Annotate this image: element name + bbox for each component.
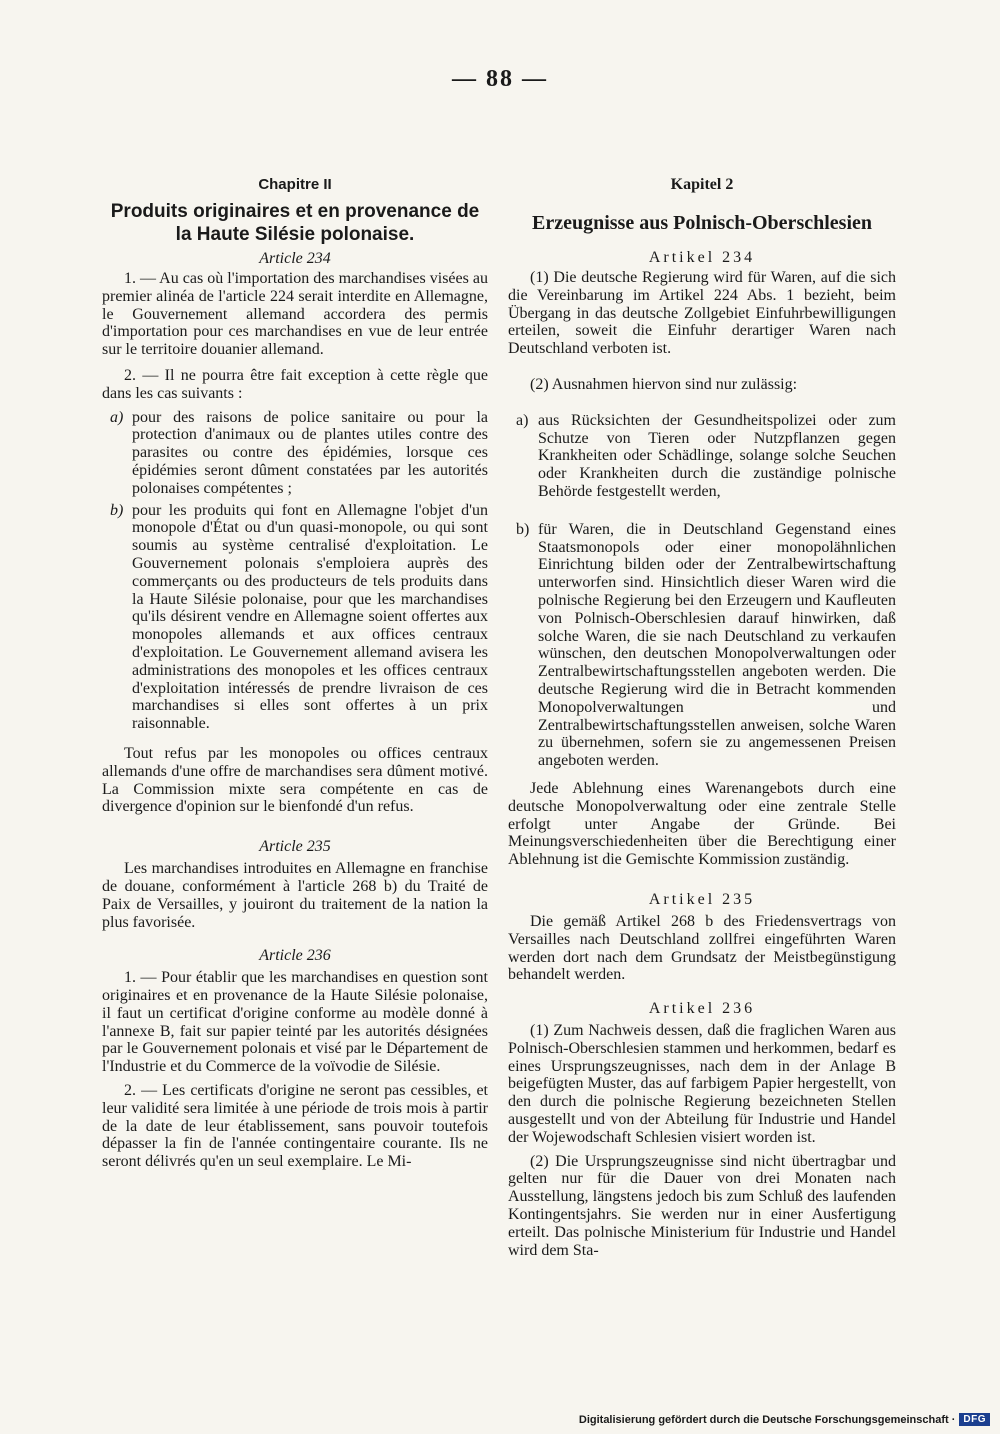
de-item-a-label: a) [516,411,529,429]
fr-chapter-label: Chapitre II [258,176,332,193]
de-article-234-para-2: (2) Ausnahmen hiervon sind nur zulässig: [530,375,798,393]
de-item-a-text: aus Rücksichten der Gesundheitspolizei oder zum Schutze von Tieren oder Nutzpflanzen gegen Krankheiten oder Schädlinge, solange solche Seuchen oder Krankheiten durch die zuständige polnische Behörde festgestellt werden, [538,411,896,500]
fr-article-235-heading: Article 235 [259,838,331,856]
fr-item-b-label: b) [110,501,124,519]
de-article-236-para-2: (2) Die Ursprungszeugnisse sind nicht übertragbar und gelten nur für die Dauer von drei Monaten nach Ausstellung, längstens jedoch bis zum Schluß des laufenden Kontingentsjahrs. Sie werden nur in einer Ausfertigung erteilt. Das polnische Ministerium für Industrie und Handel wird dem Sta- [508,1152,896,1259]
fr-article-235-para-1: Les marchandises introduites en Allemagne en franchise de douane, conformément à l'article 268 b) du Traité de Paix de Versailles, y jouiront du traitement de la nation la plus favorisée. [102,860,488,931]
fr-article-236-para-1: 1. — Pour établir que les marchandises en question sont originaires et en provenance de la Haute Silésie polonaise, il faut un certificat d'origine conforme au modèle donné à l'annexe B, fait sur papier teinté par les autorités désignées par le Gouvernement polonais et visé par le Département de l'Industrie et du Commerce de la voïvodie de Silésie. [102,969,488,1076]
fr-item-a-text: pour des raisons de police sanitaire ou pour la protection d'animaux ou de plantes utiles contre des parasites ou contre des épidémies, lorsque ces épidémies seront dûment constatées par les autorités polonaises compétentes ; [132,408,488,497]
fr-item-b-text: pour les produits qui font en Allemagne l'objet d'un monopole d'État ou d'un quasi-monopole, ou qui sont soumis au système centralisé d'exploitation. Le Gouvernement polonais s'emploiera auprès des commerçants ou des producteurs de tels produits dans la Haute Silésie polonaise, pour que les marchandises qu'ils désirent vendre en Allemagne soient offertes aux monopoles allemands et aux offices centraux d'exploitation. Le Gouvernement allemand avisera les administrations des monopoles et les offices centraux d'exploitation intéressés de prendre livraison de ces marchandises si elles sont offertes à un prix raisonnable. [132,501,488,733]
de-article-234-item-b [508,521,896,770]
de-article-234-heading: Artikel 234 [648,249,756,266]
de-article-235-para-1: Die gemäß Artikel 268 b des Friedensvertrags von Versailles nach Deutschland zollfrei eingeführten Waren werden dort nach dem Grundsatz der Meistbegünstigung behandelt werden. [508,912,896,984]
dfg-logo: DFG [959,1413,990,1426]
de-item-b-label: b) [516,520,530,538]
de-article-236-para-1: (1) Zum Nachweis dessen, daß die fraglichen Waren aus Polnisch-Oberschlesien stammen und herkommen, bedarf es eines Ursprungszeugnisses, nach dem in der Anlage B beigefügten Muster, das auf farbigem Papier hergestellt, von den durch die polnische Regierung bezeichneten Stellen ausgestellt und von der Abteilung für Industrie und Handel der Wojewodschaft Schlesien visiert worden ist. [508,1022,896,1146]
de-article-236-heading: Artikel 236 [648,1000,756,1018]
fr-article-234-item-b [102,502,488,733]
digitization-footer [579,1413,990,1426]
fr-article-234-item-a [102,409,488,498]
de-article-234-para-3: Jede Ablehnung eines Warenangebots durch eine deutsche Monopolverwaltung oder eine zentrale Stelle erfolgt unter Angabe der Gründe. Bei Meinungsverschiedenheiten über die Berechtigung einer Ablehnung ist die Gemischte Kommission zuständig. [508,779,896,869]
de-chapter-label: Kapitel 2 [670,176,734,193]
de-article-234-para-1: (1) Die deutsche Regierung wird für Waren, auf die sich die Vereinbarung im Artikel 224 Abs. 1 bezieht, beim Übergang in das deutsche Zollgebiet Einfuhrbewilligungen erteilen, soweit die Einfuhr derartiger Waren nach Deutschland verboten ist. [508,269,896,358]
footer-text: Digitalisierung gefördert durch die Deutsche Forschungsgemeinschaft · [578,1413,956,1426]
german-column [508,172,896,1259]
fr-article-234-heading: Article 234 [259,250,331,267]
de-item-b-text: für Waren, die in Deutschland Gegenstand eines Staatsmonopols oder einer monopolähnlichen Einrichtung bilden oder der Zentralbewirtschaftung unterworfen sind. Hinsichtlich dieser Waren wird die polnische Regierung bei den Erzeugern und Kaufleuten von Polnisch-Oberschlesien darauf hinwirken, daß solche Waren, die sie nach Deutschland zu verkaufen wünschen, den deutschen Monopolverwaltungen oder Zentralbewirtschaftungsstellen angeboten werden. Die deutsche Regierung wird die in Betracht kommenden Monopolverwaltungen und Zentralbewirtschaftungsstellen anweisen, solche Waren zu übernehmen, sofern sie zu angemessenen Preisen angeboten werden. [538,520,896,770]
fr-article-234-para-3: Tout refus par les monopoles ou offices centraux allemands d'une offre de marchandises sera dûment motivé. La Commission mixte sera compétente en cas de divergence d'opinion sur le bienfondé d'un refus. [102,744,488,816]
de-article-234-item-a [508,412,896,501]
fr-article-234-para-2: 2. — Il ne pourra être fait exception à cette règle que dans les cas suivants : [102,366,488,402]
de-article-235-heading: Artikel 235 [648,890,756,908]
french-column [102,172,488,1171]
fr-item-a-label: a) [110,408,124,426]
page-number: — 88 — [452,66,548,92]
fr-article-234-para-1: 1. — Au cas où l'importation des marchandises visées au premier alinéa de l'article 224 serait interdite en Allemagne, le Gouvernement allemand accordera des permis d'importation pour ces marchandises en vue de leur entrée sur le territoire douanier allemand. [102,270,488,359]
de-chapter-title: Erzeugnisse aus Polnisch-Oberschlesien [531,212,872,234]
fr-article-236-para-2: 2. — Les certificats d'origine ne seront pas cessibles, et leur validité sera limitée à une période de trois mois à partir de la date de leur établissement, sans pouvoir toutefois dépasser la fin de l'année contingentaire courante. Ils ne seront délivrés qu'en un seul exemplaire. Le Mi- [102,1082,488,1171]
fr-chapter-title: Produits originaires et en provenance de la Haute Silésie polonaise. [110,201,480,245]
fr-article-236-heading: Article 236 [259,947,331,965]
